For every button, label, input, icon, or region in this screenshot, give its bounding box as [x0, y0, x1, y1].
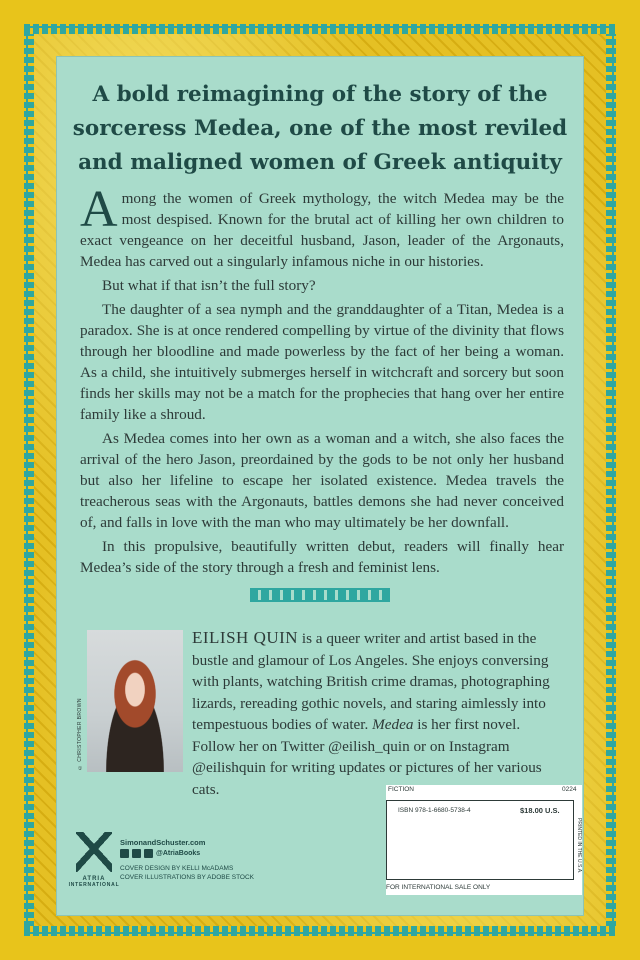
paragraph-5: In this propulsive, beautifully written debut, readers will finally hear Medea’s side of the story through a fresh and feminist lens. [80, 538, 564, 576]
bio-text-b: is her first novel. Follow her on Twitter @eilish_quin or on Instagram @eilishquin for writing updates or pictures of her various cats. [192, 716, 542, 798]
paragraph-3: The daughter of a sea nymph and the granddaughter of a Titan, Medea is a paradox. She is at once rendered compelling by virtue of the divinity that flows through her bloodline and made powerless by the fact of her being a woman. As a child, she intuitively submerges herself in witchcraft and sorcery but soon finds her skills may not be a match for the prophecies that hang over her entire family like a shroud. [80, 301, 564, 423]
cover-illustration-credit: COVER ILLUSTRATIONS BY ADOBE STOCK [120, 874, 255, 881]
price: $18.00 U.S. [520, 806, 560, 815]
isbn-number: ISBN 978-1-6680-5738-4 [398, 807, 471, 814]
headline: A bold reimagining of the story of the sorceress Medea, one of the most reviled and maligned women of Greek antiquity [72, 82, 568, 175]
social-handle: @AtriaBooks [156, 850, 201, 857]
paragraph-2: But what if that isn’t the full story? [102, 277, 316, 294]
author-name: EILISH QUIN [192, 628, 299, 647]
atria-logo-icon [76, 832, 112, 872]
paragraph-1 [80, 181, 564, 272]
publisher-logo-block [68, 832, 120, 904]
photo-credit: © CHRISTOPHER BROWN [77, 698, 83, 770]
author-bio [192, 627, 564, 800]
international-sale: FOR INTERNATIONAL SALE ONLY [386, 884, 491, 891]
twitter-icon [132, 849, 141, 858]
bio-text-a: is a queer writer and artist based in the bustle and glamour of Los Angeles. She enjoys conversing with plants, watching British crime dramas, photographing lizards, rereading gothic novels, and staring aimlessly into tempestuous bodies of water. [192, 630, 550, 733]
book-title: Medea [372, 716, 414, 733]
paragraph-4: As Medea comes into her own as a woman and a witch, she also faces the arrival of the hero Jason, preordained by the gods to be not only her husband but also her lifeline to escape her isolated existence. Medea travels the treacherous seas with the Argonauts, battles demons she had never conceived of, and falls in love with the man who may ultimately be her downfall. [80, 430, 564, 531]
drop-cap: A [80, 181, 118, 238]
genre-label: FICTION [388, 786, 414, 793]
facebook-icon [120, 849, 129, 858]
social-row [120, 849, 280, 858]
publisher-imprint: INTERNATIONAL [68, 882, 120, 888]
cover-design-credit: COVER DESIGN BY KELLI McADAMS [120, 865, 234, 872]
paragraph-1-text: mong the women of Greek mythology, the witch Medea may be the most despised. Known for the brutal act of killing her own children to exact vengeance on her deceitful husband, Jason, leader of the Argonauts, Medea has carved out a singularly infamous niche in our histories. [80, 190, 564, 270]
instagram-icon [144, 849, 153, 858]
date-code: 0224 [562, 786, 577, 793]
printed-in: PRINTED IN THE U.S.A. [576, 818, 582, 874]
publisher-website: SimonandSchuster.com [120, 838, 206, 847]
description [80, 181, 564, 578]
author-photo [87, 630, 183, 772]
greek-key-ornament [250, 588, 390, 602]
publisher-name: ATRIA [82, 876, 106, 882]
publisher-info [120, 838, 280, 882]
